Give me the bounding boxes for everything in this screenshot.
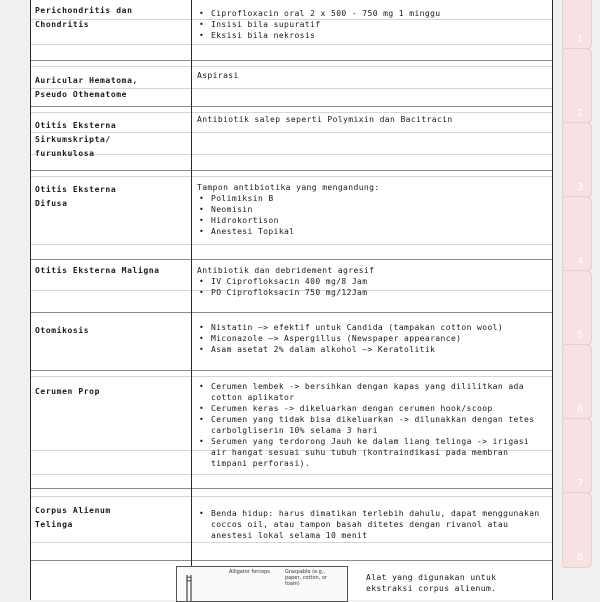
row-label-cerumen-prop: Cerumen Prop — [35, 387, 100, 396]
row-content-auricular-hematoma — [197, 70, 547, 81]
bullet-item: • Benda hidup: harus dimatikan terlebih dahulu, dapat menggunakan coccos oil, atau tampon basah ditetes dengan rivanol atau anestesi lokal selama 10 menit — [197, 508, 547, 541]
page-tab-5[interactable] — [562, 270, 592, 346]
row-content-oe-maligna — [197, 265, 547, 298]
row-separator — [31, 259, 552, 260]
row-label-perichondritis: Perichondritis dan Chondritis — [35, 6, 133, 29]
bullet-item: • Cerumen lembek -> bersihkan dengan kapas yang dililitkan ada cotton aplikator — [197, 381, 547, 403]
bullet-item: • PO Ciprofloksacin 750 mg/12Jam — [197, 287, 547, 298]
bullet-item: • Polimiksin B — [197, 193, 547, 204]
bullet-item: • Anestesi Topikal — [197, 226, 547, 237]
forceps-figure — [176, 566, 348, 602]
rule-line — [31, 376, 552, 377]
rule-line — [31, 474, 552, 475]
page-tab-number: 3 — [577, 182, 584, 193]
row-content-corpus-alienum — [197, 508, 547, 541]
page-tab-number: 5 — [577, 330, 584, 341]
bullet-item: • Miconazole —> Aspergillus (Newspaper appearance) — [197, 333, 547, 344]
page-tab-number: 6 — [577, 404, 584, 415]
bullet-item: • IV Ciprofloksacin 400 mg/8 Jam — [197, 276, 547, 287]
bullet-item: • Cerumen yang tidak bisa dikeluarkan -> dilunakkan dengan tetes carbolgliserin 10% selama 3 hari — [197, 414, 547, 436]
row-separator — [31, 312, 552, 313]
row-label-oe-maligna: Otitis Eksterna Maligna — [35, 266, 160, 275]
page-tab-7[interactable] — [562, 418, 592, 494]
bullet-item: • Serumen yang terdorong Jauh ke dalam liang telinga -> irigasi air hangat sesuai suhu tubuh (kontraindikasi pada membran timpani perforasi). — [197, 436, 547, 469]
rule-line — [31, 66, 552, 67]
row-separator — [31, 106, 552, 107]
rule-line — [31, 176, 552, 177]
row-separator — [31, 370, 552, 371]
row-label-auricular-hematoma: Auricular Hematoma, Pseudo Othematome — [35, 76, 138, 99]
row-content-cerumen-prop — [197, 381, 547, 469]
row-separator — [31, 560, 552, 561]
rule-line — [31, 44, 552, 45]
page-tab-number: 4 — [577, 256, 584, 267]
page-tab-6[interactable] — [562, 344, 592, 420]
row-intro: Antibiotik dan debridement agresif — [197, 266, 375, 275]
bullet-item: • Ciprofloxacin oral 2 x 500 - 750 mg 1 minggu — [197, 8, 547, 19]
bullet-item: • Nistatin —> efektif untuk Candida (tampakan cotton wool) — [197, 322, 547, 333]
rule-line — [31, 112, 552, 113]
bullet-item: • Asam asetat 2% dalam alkohol —> Keratolitik — [197, 344, 547, 355]
page-tab-4[interactable] — [562, 196, 592, 272]
row-intro: Antibiotik salep seperti Polymixin dan Bacitracin — [197, 115, 453, 124]
page-tab-1[interactable] — [562, 0, 592, 50]
row-label-otomikosis: Otomikosis — [35, 326, 90, 335]
row-label-oe-sirkumskripta: Otitis Eksterna Sirkumskripta/ furunkulosa — [35, 121, 117, 158]
row-separator — [31, 170, 552, 171]
page-tab-number: 7 — [577, 478, 584, 489]
row-content-oe-sirkumskripta — [197, 114, 547, 125]
figure-label-forceps: Alligator forceps — [229, 569, 270, 575]
page-tab-2[interactable] — [562, 48, 592, 124]
row-separator — [31, 488, 552, 489]
rule-line — [31, 496, 552, 497]
bullet-item: • Neomisin — [197, 204, 547, 215]
forceps-icon — [183, 573, 223, 602]
page-tabs — [560, 0, 600, 600]
notes-sheet — [30, 0, 553, 600]
bullet-item: • Hidrokortison — [197, 215, 547, 226]
row-content-otomikosis — [197, 322, 547, 355]
row-label-oe-difusa: Otitis Eksterna Difusa — [35, 185, 117, 208]
bullet-item: • Cerumen keras -> dikeluarkan dengan cerumen hook/scoop — [197, 403, 547, 414]
figure-label-graspable: Graspable (e.g., paper, cotton, or foam) — [285, 569, 327, 587]
row-content-oe-difusa — [197, 182, 547, 237]
row-intro: Aspirasi — [197, 71, 239, 80]
page-tab-8[interactable] — [562, 492, 592, 568]
page-tab-3[interactable] — [562, 122, 592, 198]
bullet-item: • Insisi bila supuratif — [197, 19, 547, 30]
row-label-corpus-alienum: Corpus Alienum Telinga — [35, 506, 111, 529]
bullet-item: • Eksisi bila nekrosis — [197, 30, 547, 41]
rule-line — [31, 244, 552, 245]
row-content-perichondritis — [197, 8, 547, 41]
page-tab-number: 1 — [577, 34, 584, 45]
page-tab-number: 2 — [577, 108, 584, 119]
column-divider — [191, 0, 192, 600]
row-separator — [31, 60, 552, 61]
rule-line — [31, 542, 552, 543]
row-intro: Tampon antibiotika yang mengandung: — [197, 183, 380, 192]
page-tab-number: 8 — [577, 552, 584, 563]
figure-caption: Alat yang digunakan untuk ekstraksi corpus alienum. — [366, 573, 497, 593]
